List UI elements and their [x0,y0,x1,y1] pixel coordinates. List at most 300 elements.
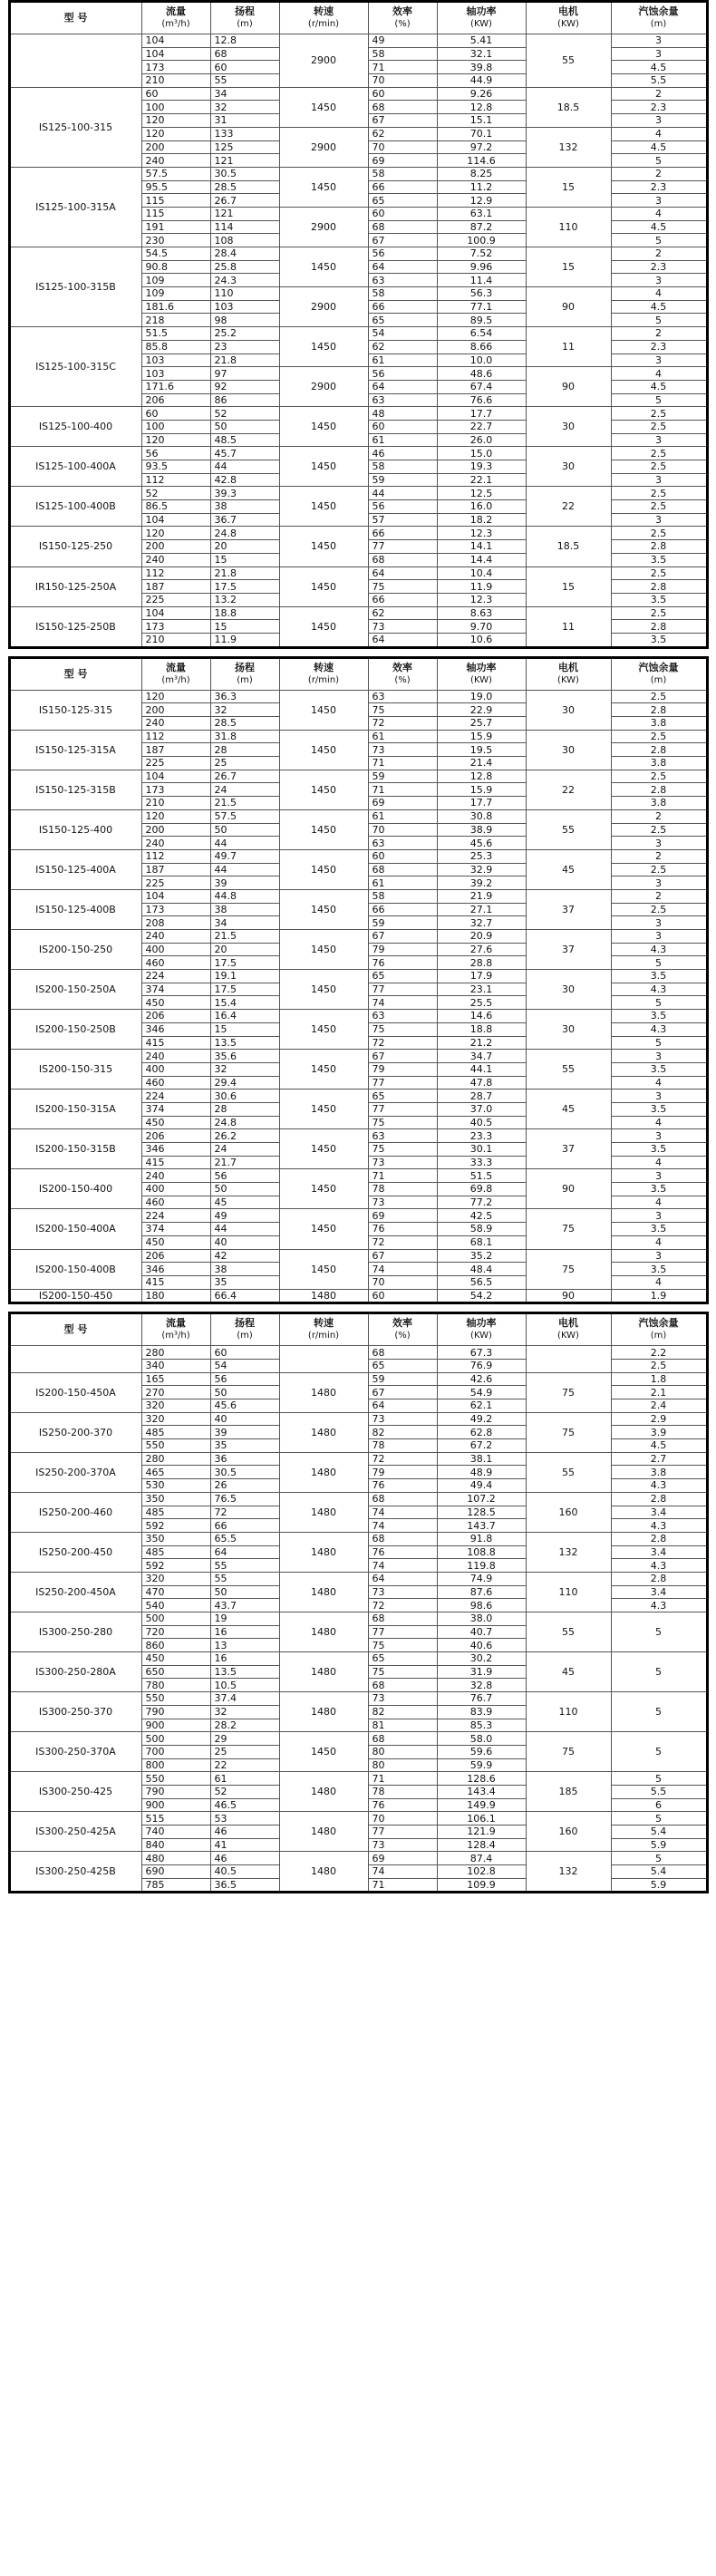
flow-cell: 200 [141,140,210,154]
efficiency-cell: 63 [368,690,437,703]
shaft-power-cell: 27.6 [437,943,526,956]
flow-cell: 187 [141,580,210,594]
speed-cell: 1450 [279,930,368,970]
npsh-cell: 3 [611,1129,707,1143]
npsh-cell: 5 [611,1652,707,1692]
efficiency-cell: 64 [368,633,437,647]
table-row [9,970,707,983]
head-cell: 28.2 [210,1719,279,1732]
shaft-power-cell: 12.8 [437,770,526,783]
motor-cell: 75 [526,1412,611,1452]
efficiency-cell: 61 [368,809,437,823]
efficiency-cell: 70 [368,1812,437,1825]
flow-cell: 60 [141,407,210,421]
model-cell: IS200-150-250A [9,970,141,1010]
efficiency-cell: 77 [368,1076,437,1089]
model-cell: IS200-150-315A [9,1089,141,1129]
npsh-cell: 2.5 [611,730,707,743]
head-cell: 17.5 [210,956,279,970]
motor-cell: 15 [526,167,611,207]
flow-cell: 700 [141,1745,210,1758]
table-row [9,1412,707,1426]
head-cell: 57.5 [210,809,279,823]
table-row [9,770,707,783]
efficiency-cell: 48 [368,407,437,421]
table-row [9,1169,707,1183]
efficiency-cell: 59 [368,1372,437,1386]
shaft-power-cell: 32.9 [437,863,526,876]
efficiency-cell: 64 [368,567,437,580]
efficiency-cell: 65 [368,1089,437,1103]
section-gap [0,649,716,656]
header-model-label: 型 号 [63,667,88,680]
shaft-power-cell: 108.8 [437,1545,526,1559]
model-cell [9,34,141,88]
shaft-power-cell: 58.0 [437,1732,526,1746]
header-flow [141,1313,210,1346]
npsh-cell: 5 [611,1852,707,1865]
speed-cell: 1450 [279,247,368,287]
efficiency-cell: 59 [368,916,437,930]
npsh-cell: 2.8 [611,743,707,757]
shaft-power-cell: 76.7 [437,1692,526,1706]
head-cell: 26 [210,1479,279,1493]
spec-table [8,0,709,649]
shaft-power-cell: 32.7 [437,916,526,930]
shaft-power-cell: 33.3 [437,1156,526,1169]
npsh-cell: 3.4 [611,1545,707,1559]
efficiency-cell: 72 [368,717,437,731]
table-row [9,690,707,703]
npsh-cell: 3 [611,353,707,367]
shaft-power-cell: 5.41 [437,34,526,48]
shaft-power-cell: 38.1 [437,1452,526,1466]
table-row [9,889,707,903]
header-speed-label: 转速 [314,661,334,673]
header-flow [141,2,210,34]
flow-cell: 415 [141,1036,210,1050]
head-cell: 20 [210,540,279,554]
shaft-power-cell: 28.8 [437,956,526,970]
header-speed [279,1313,368,1346]
table-row [9,1452,707,1466]
flow-cell: 120 [141,114,210,128]
shaft-power-cell: 21.9 [437,889,526,903]
head-cell: 72 [210,1506,279,1519]
model-cell: IS150-125-400 [9,809,141,849]
efficiency-cell: 70 [368,140,437,154]
header-flow-unit: (m³/h) [161,19,190,29]
flow-cell: 86.5 [141,500,210,514]
npsh-cell: 2 [611,87,707,101]
flow-cell: 115 [141,194,210,208]
model-cell: IS250-200-450A [9,1572,141,1612]
header-efficiency [368,2,437,34]
table-row [9,1692,707,1706]
motor-cell: 90 [526,1289,611,1303]
motor-cell: 55 [526,1452,611,1492]
npsh-cell: 3 [611,916,707,930]
efficiency-cell: 65 [368,970,437,983]
flow-cell: 550 [141,1772,210,1786]
model-cell: IS125-100-400 [9,407,141,447]
table-row [9,1372,707,1386]
motor-cell: 30 [526,1010,611,1050]
speed-cell: 1450 [279,889,368,929]
head-cell: 30.5 [210,1466,279,1479]
npsh-cell: 3 [611,837,707,850]
head-cell: 28.5 [210,717,279,731]
efficiency-cell: 73 [368,1196,437,1209]
table-row [9,527,707,540]
motor-cell: 75 [526,1372,611,1412]
head-cell: 86 [210,393,279,407]
shaft-power-cell: 30.8 [437,809,526,823]
head-cell: 32 [210,1705,279,1719]
head-cell: 49.7 [210,849,279,863]
flow-cell: 187 [141,743,210,757]
flow-cell: 415 [141,1275,210,1289]
npsh-cell: 1.8 [611,1372,707,1386]
npsh-cell: 2.3 [611,101,707,114]
npsh-cell: 3 [611,1249,707,1263]
shaft-power-cell: 67.3 [437,1346,526,1360]
efficiency-cell: 69 [368,1852,437,1865]
model-cell: IS200-150-250B [9,1010,141,1050]
efficiency-cell: 74 [368,1263,437,1276]
efficiency-cell: 67 [368,1050,437,1063]
head-cell: 46.5 [210,1798,279,1812]
shaft-power-cell: 49.2 [437,1412,526,1426]
head-cell: 53 [210,1812,279,1825]
efficiency-cell: 59 [368,473,437,487]
shaft-power-cell: 67.4 [437,380,526,393]
head-cell: 38 [210,500,279,514]
npsh-cell: 2.8 [611,580,707,594]
efficiency-cell: 57 [368,513,437,527]
npsh-cell: 2.5 [611,460,707,474]
shaft-power-cell: 48.4 [437,1263,526,1276]
npsh-cell: 4.3 [611,983,707,996]
flow-cell: 210 [141,74,210,88]
speed-cell: 2900 [279,287,368,327]
efficiency-cell: 76 [368,956,437,970]
flow-cell: 790 [141,1705,210,1719]
flow-cell: 785 [141,1878,210,1893]
head-cell: 19 [210,1612,279,1626]
table-row [9,606,707,620]
flow-cell: 346 [141,1022,210,1036]
table-row [9,1346,707,1360]
shaft-power-cell: 114.6 [437,154,526,168]
npsh-cell: 4 [611,1156,707,1169]
npsh-cell: 3.5 [611,1183,707,1196]
shaft-power-cell: 15.0 [437,447,526,460]
head-cell: 21.8 [210,567,279,580]
shaft-power-cell: 11.2 [437,180,526,194]
motor-cell: 132 [526,1852,611,1893]
model-cell: IS300-250-425 [9,1772,141,1812]
efficiency-cell: 77 [368,540,437,554]
head-cell: 52 [210,1785,279,1798]
flow-cell: 500 [141,1612,210,1626]
shaft-power-cell: 8.63 [437,606,526,620]
flow-cell: 120 [141,690,210,703]
shaft-power-cell: 40.5 [437,1116,526,1129]
efficiency-cell: 79 [368,1466,437,1479]
npsh-cell: 5 [611,154,707,168]
header-shaft-power-unit: (KW) [470,674,492,685]
motor-cell: 11 [526,327,611,367]
motor-cell: 30 [526,730,611,770]
flow-cell: 173 [141,783,210,797]
efficiency-cell: 73 [368,1692,437,1706]
flow-cell: 85.8 [141,340,210,353]
head-cell: 35 [210,1275,279,1289]
npsh-cell: 3.8 [611,1466,707,1479]
efficiency-cell: 60 [368,1289,437,1303]
head-cell: 65.5 [210,1532,279,1545]
head-cell: 48.5 [210,433,279,447]
table-row [9,849,707,863]
speed-cell: 1450 [279,447,368,487]
flow-cell: 450 [141,1652,210,1666]
efficiency-cell: 68 [368,1346,437,1360]
npsh-cell: 2 [611,327,707,341]
motor-cell: 132 [526,1532,611,1572]
efficiency-cell: 71 [368,61,437,74]
motor-cell: 15 [526,247,611,287]
npsh-cell: 4 [611,1196,707,1209]
section-gap [0,1304,716,1312]
speed-cell: 1450 [279,407,368,447]
npsh-cell: 3.5 [611,1062,707,1076]
flow-cell: 280 [141,1346,210,1360]
shaft-power-cell: 121.9 [437,1825,526,1839]
head-cell: 44 [210,863,279,876]
flow-cell: 460 [141,956,210,970]
header-motor [526,1313,611,1346]
npsh-cell: 2.5 [611,487,707,500]
flow-cell: 346 [141,1263,210,1276]
npsh-cell: 5 [611,1772,707,1786]
header-npsh-label: 汽蚀余量 [638,661,679,673]
efficiency-cell: 62 [368,127,437,140]
efficiency-cell: 68 [368,553,437,567]
head-cell: 10.5 [210,1679,279,1692]
flow-cell: 224 [141,970,210,983]
flow-cell: 320 [141,1412,210,1426]
flow-cell: 240 [141,717,210,731]
shaft-power-cell: 14.6 [437,1010,526,1023]
head-cell: 32 [210,1062,279,1076]
table-row [9,1050,707,1063]
efficiency-cell: 72 [368,1599,437,1612]
npsh-cell: 3 [611,513,707,527]
head-cell: 21.5 [210,930,279,944]
head-cell: 35.6 [210,1050,279,1063]
npsh-cell: 2.5 [611,690,707,703]
npsh-cell: 5.5 [611,1785,707,1798]
head-cell: 25 [210,757,279,770]
efficiency-cell: 66 [368,903,437,916]
speed-cell: 2900 [279,367,368,407]
flow-cell: 530 [141,1479,210,1493]
flow-cell: 104 [141,606,210,620]
flow-cell: 181.6 [141,300,210,314]
efficiency-cell: 66 [368,180,437,194]
shaft-power-cell: 76.9 [437,1359,526,1372]
table-row [9,809,707,823]
efficiency-cell: 56 [368,500,437,514]
header-shaft-power-label: 轴功率 [466,1317,497,1330]
header-shaft-power [437,657,526,690]
table-row [9,1089,707,1103]
npsh-cell: 4 [611,367,707,381]
header-npsh-label: 汽蚀余量 [638,5,679,17]
head-cell: 55 [210,74,279,88]
flow-cell: 500 [141,1732,210,1746]
table-row [9,567,707,580]
shaft-power-cell: 25.5 [437,996,526,1010]
shaft-power-cell: 45.6 [437,837,526,850]
flow-cell: 320 [141,1572,210,1585]
speed-cell: 1480 [279,1412,368,1452]
head-cell: 40 [210,1412,279,1426]
shaft-power-cell: 98.6 [437,1599,526,1612]
efficiency-cell: 46 [368,447,437,460]
spec-table [8,1312,709,1893]
motor-cell: 37 [526,1129,611,1169]
shaft-power-cell: 27.1 [437,903,526,916]
flow-cell: 104 [141,34,210,48]
model-cell: IS125-100-315B [9,247,141,327]
header-head-unit: (m) [237,1331,253,1341]
head-cell: 42 [210,1249,279,1263]
efficiency-cell: 66 [368,300,437,314]
flow-cell: 280 [141,1452,210,1466]
flow-cell: 112 [141,730,210,743]
table-row [9,1209,707,1223]
efficiency-cell: 54 [368,327,437,341]
npsh-cell: 3 [611,1169,707,1183]
efficiency-cell: 75 [368,1022,437,1036]
head-cell: 50 [210,1585,279,1599]
header-model-label: 型 号 [63,12,88,24]
npsh-cell: 1.9 [611,1289,707,1303]
flow-cell: 173 [141,61,210,74]
motor-cell: 11 [526,606,611,647]
speed-cell: 1450 [279,1169,368,1209]
flow-cell: 415 [141,1156,210,1169]
speed-cell: 1450 [279,849,368,889]
motor-cell: 132 [526,127,611,167]
model-cell: IS200-150-315 [9,1050,141,1089]
header-npsh-unit: (m) [650,1331,667,1341]
head-cell: 38 [210,903,279,916]
flow-cell: 95.5 [141,180,210,194]
head-cell: 36 [210,1452,279,1466]
efficiency-cell: 73 [368,1838,437,1852]
shaft-power-cell: 17.7 [437,797,526,810]
efficiency-cell: 58 [368,47,437,61]
npsh-cell: 2.1 [611,1386,707,1399]
shaft-power-cell: 128.4 [437,1838,526,1852]
speed-cell: 1450 [279,1010,368,1050]
flow-cell: 120 [141,127,210,140]
head-cell: 45.7 [210,447,279,460]
efficiency-cell: 76 [368,1545,437,1559]
flow-cell: 206 [141,393,210,407]
shaft-power-cell: 32.1 [437,47,526,61]
head-cell: 41 [210,1838,279,1852]
speed-cell: 1450 [279,809,368,849]
header-motor-unit: (KW) [557,1331,579,1341]
header-row [9,1313,707,1346]
npsh-cell: 5.4 [611,1865,707,1879]
efficiency-cell: 64 [368,380,437,393]
efficiency-cell: 63 [368,274,437,287]
npsh-cell: 2.7 [611,1452,707,1466]
shaft-power-cell: 9.26 [437,87,526,101]
shaft-power-cell: 14.1 [437,540,526,554]
head-cell: 44 [210,460,279,474]
efficiency-cell: 70 [368,74,437,88]
efficiency-cell: 70 [368,1275,437,1289]
header-speed-label: 转速 [314,1317,334,1330]
npsh-cell: 3 [611,194,707,208]
model-cell: IS150-125-250B [9,606,141,647]
shaft-power-cell: 149.9 [437,1798,526,1812]
npsh-cell: 2.3 [611,340,707,353]
head-cell: 16 [210,1652,279,1666]
shaft-power-cell: 59.9 [437,1758,526,1772]
efficiency-cell: 73 [368,1412,437,1426]
flow-cell: 112 [141,849,210,863]
efficiency-cell: 62 [368,606,437,620]
efficiency-cell: 78 [368,1785,437,1798]
speed-cell: 1450 [279,1209,368,1249]
model-cell: IS125-100-315C [9,327,141,407]
head-cell: 40.5 [210,1865,279,1879]
shaft-power-cell: 19.0 [437,690,526,703]
table-row [9,447,707,460]
shaft-power-cell: 8.25 [437,167,526,180]
shaft-power-cell: 22.7 [437,420,526,433]
efficiency-cell: 63 [368,1129,437,1143]
shaft-power-cell: 47.8 [437,1076,526,1089]
shaft-power-cell: 106.1 [437,1812,526,1825]
npsh-cell: 4.3 [611,1559,707,1573]
shaft-power-cell: 87.4 [437,1852,526,1865]
shaft-power-cell: 59.6 [437,1745,526,1758]
motor-cell: 110 [526,1572,611,1612]
head-cell: 19.1 [210,970,279,983]
shaft-power-cell: 58.9 [437,1223,526,1236]
motor-cell: 30 [526,447,611,487]
speed-cell: 1450 [279,567,368,606]
table-row [9,1289,707,1303]
head-cell: 64 [210,1545,279,1559]
shaft-power-cell: 67.2 [437,1439,526,1453]
shaft-power-cell: 119.8 [437,1559,526,1573]
npsh-cell: 2.8 [611,1572,707,1585]
header-motor-label: 电机 [558,661,578,673]
efficiency-cell: 68 [368,1732,437,1746]
efficiency-cell: 74 [368,1506,437,1519]
npsh-cell: 4.3 [611,1022,707,1036]
head-cell: 21.7 [210,1156,279,1169]
